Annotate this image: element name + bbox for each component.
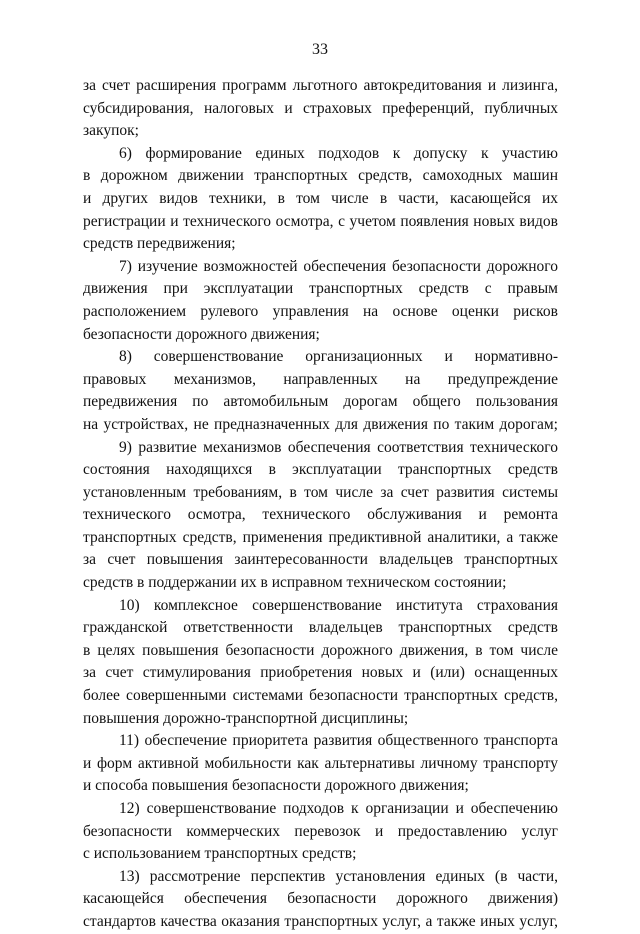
text-line: правовых механизмов, направленных на предупреждение (83, 370, 558, 388)
text-line: за счет повышения заинтересованности владельцев транспортных (83, 551, 558, 569)
paragraph-first-line: 10) комплексное совершенствование института страхования (119, 596, 558, 614)
paragraph-first-line: 7) изучение возможностей обеспечения безопасности дорожного (119, 257, 558, 275)
text-line: касающейся обеспечения безопасности дорожного движения) (83, 890, 558, 908)
text-line: безопасности дорожного движения; (83, 325, 320, 343)
text-line: средств передвижения; (83, 235, 236, 253)
text-line: в целях повышения безопасности дорожного движения, в том числе (83, 641, 558, 659)
text-line: повышения дорожно-транспортной дисциплины; (83, 709, 409, 727)
text-line: расположением рулевого управления на основе оценки рисков (83, 302, 558, 320)
paragraph-first-line: 9) развитие механизмов обеспечения соответствия технического (119, 438, 558, 456)
text-line: за счет расширения программ льготного автокредитования и лизинга, (83, 77, 558, 94)
text-line: средств в поддержании их в исправном техническом состоянии; (83, 574, 507, 592)
body-text (83, 75, 558, 934)
text-line: и других видов техники, в том числе в части, касающейся их (83, 189, 558, 207)
text-line: установленным требованиям, в том числе за счет развития системы (83, 483, 558, 501)
paragraph-first-line: 8) совершенствование организационных и нормативно- (119, 348, 558, 366)
text-line: регистрации и технического осмотра, с учетом появления новых видов (83, 212, 558, 230)
text-line: стандартов качества оказания транспортных услуг, а также иных услуг, (83, 912, 558, 930)
text-line: на устройствах, не предназначенных для движения по таким дорогам; (83, 415, 558, 433)
text-line: за счет стимулирования приобретения новых и (или) оснащенных (83, 664, 558, 682)
paragraph-first-line: 11) обеспечение приоритета развития общественного транспорта (119, 732, 558, 750)
text-line: состояния находящихся в эксплуатации транспортных средств (83, 461, 558, 479)
text-line: передвижения по автомобильным дорогам общего пользования (83, 393, 558, 411)
text-line: в дорожном движении транспортных средств, самоходных машин (83, 167, 558, 185)
text-line: более совершенными системами безопасности транспортных средств, (83, 687, 558, 705)
text-line: и форм активной мобильности как альтернативы личному транспорту (83, 754, 558, 772)
text-line: безопасности коммерческих перевозок и предоставлению услуг (83, 822, 558, 840)
text-line: транспортных средств, применения предиктивной аналитики, а также (83, 528, 558, 546)
text-line: субсидирования, налоговых и страховых преференций, публичных (83, 99, 558, 117)
text-line: и способа повышения безопасности дорожного движения; (83, 777, 469, 795)
text-line: закупок; (83, 122, 139, 140)
text-line: движения при эксплуатации транспортных средств с правым (83, 280, 558, 298)
paragraph-first-line: 13) рассмотрение перспектив установления единых (в части, (119, 867, 558, 885)
paragraph-first-line: 6) формирование единых подходов к допуску к участию (119, 144, 558, 162)
page-number: 33 (312, 41, 328, 58)
text-line: гражданской ответственности владельцев транспортных средств (83, 619, 558, 637)
text-line: с использованием транспортных средств; (83, 845, 357, 863)
paragraph-first-line: 12) совершенствование подходов к организации и обеспечению (119, 800, 558, 817)
text-line: технического осмотра, технического обслуживания и ремонта (83, 506, 558, 524)
